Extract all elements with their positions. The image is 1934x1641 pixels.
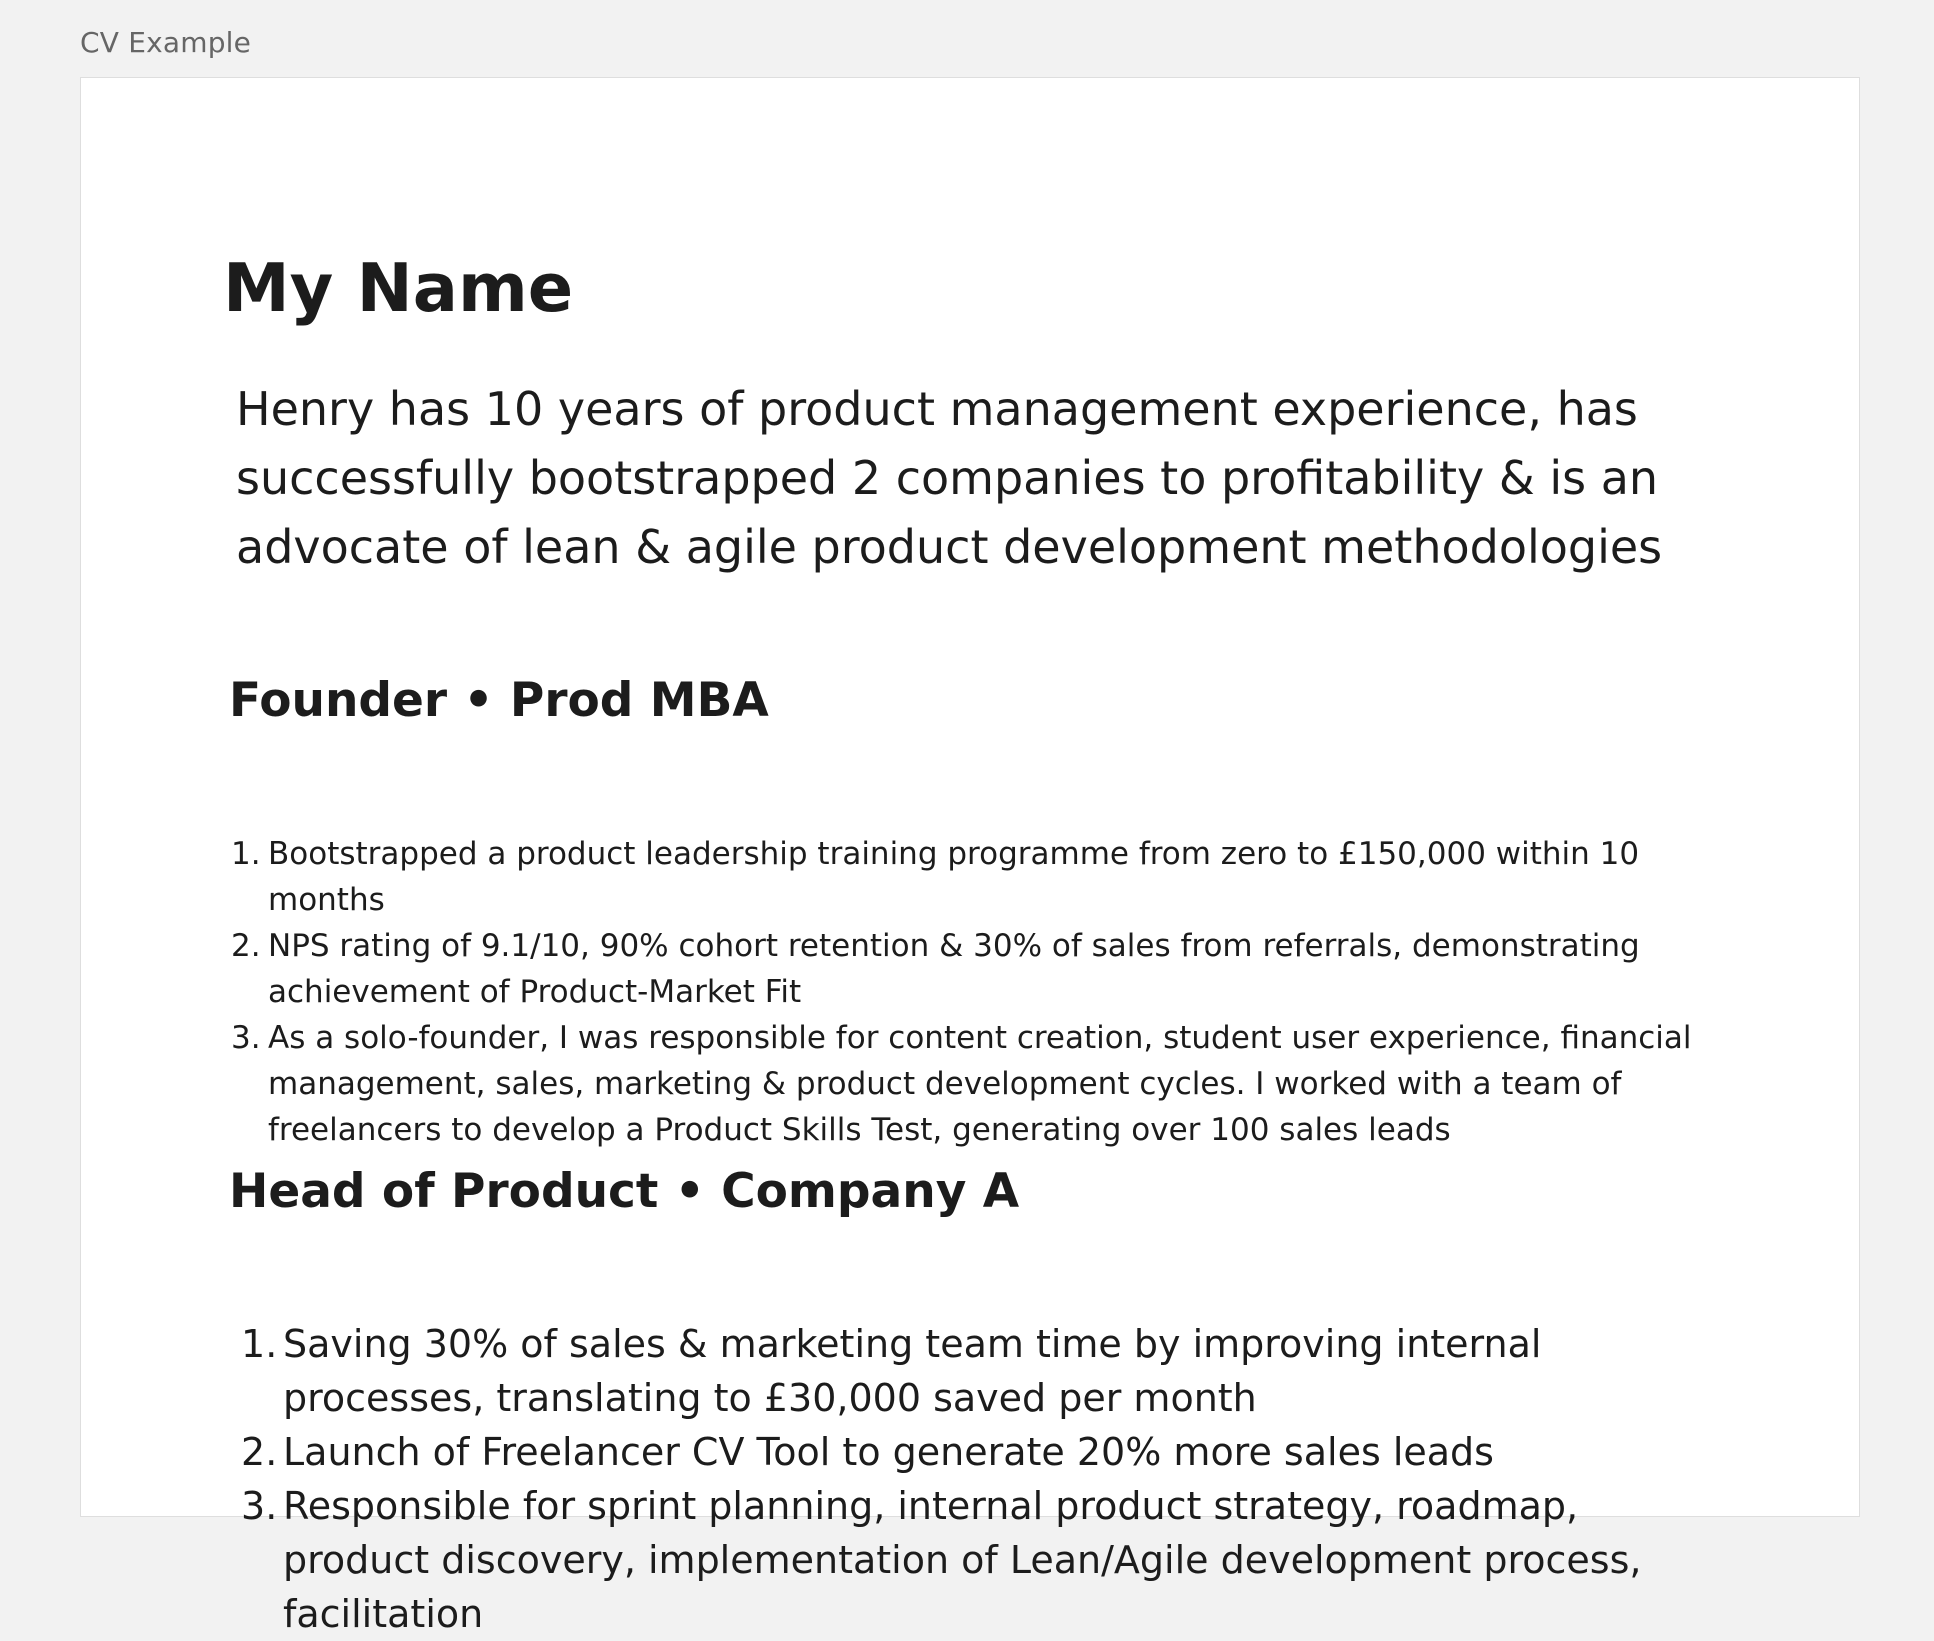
document-title: CV Example <box>80 26 252 59</box>
cv-name: My Name <box>223 249 574 327</box>
cv-summary: Henry has 10 years of product management experience, has successfully bootstrapped 2 companies to profitability & is an advocate of lean & agile product development methodologies <box>236 382 1663 574</box>
list-item: Bootstrapped a product leadership training programme from zero to £150,000 within 10 months <box>268 836 1640 918</box>
role-heading-head-of-product: Head of Product • Company A <box>229 1164 1020 1219</box>
list-item: NPS rating of 9.1/10, 90% cohort retention & 30% of sales from referrals, demonstrating achievement of Product-Market Fit <box>268 928 1640 1010</box>
document-page <box>80 77 1860 1636</box>
list-item: Launch of Freelancer CV Tool to generate 20% more sales leads <box>283 1430 1494 1474</box>
role-heading-founder: Founder • Prod MBA <box>229 673 769 728</box>
list-item: As a solo-founder, I was responsible for content creation, student user experience, financial management, sales, marketing & product development cycles. I worked with a team of freelancers to develop a Product Skills Test, generating over 100 sales leads <box>268 1020 1692 1148</box>
list-item: Saving 30% of sales & marketing team time by improving internal processes, translating to £30,000 saved per month <box>283 1322 1542 1420</box>
head-of-product-achievements-list <box>241 1317 1721 1641</box>
list-item: Responsible for sprint planning, internal product strategy, roadmap, product discovery, implementation of Lean/Agile development process, facilitation <box>283 1484 1642 1636</box>
founder-achievements-list <box>231 831 1711 1153</box>
